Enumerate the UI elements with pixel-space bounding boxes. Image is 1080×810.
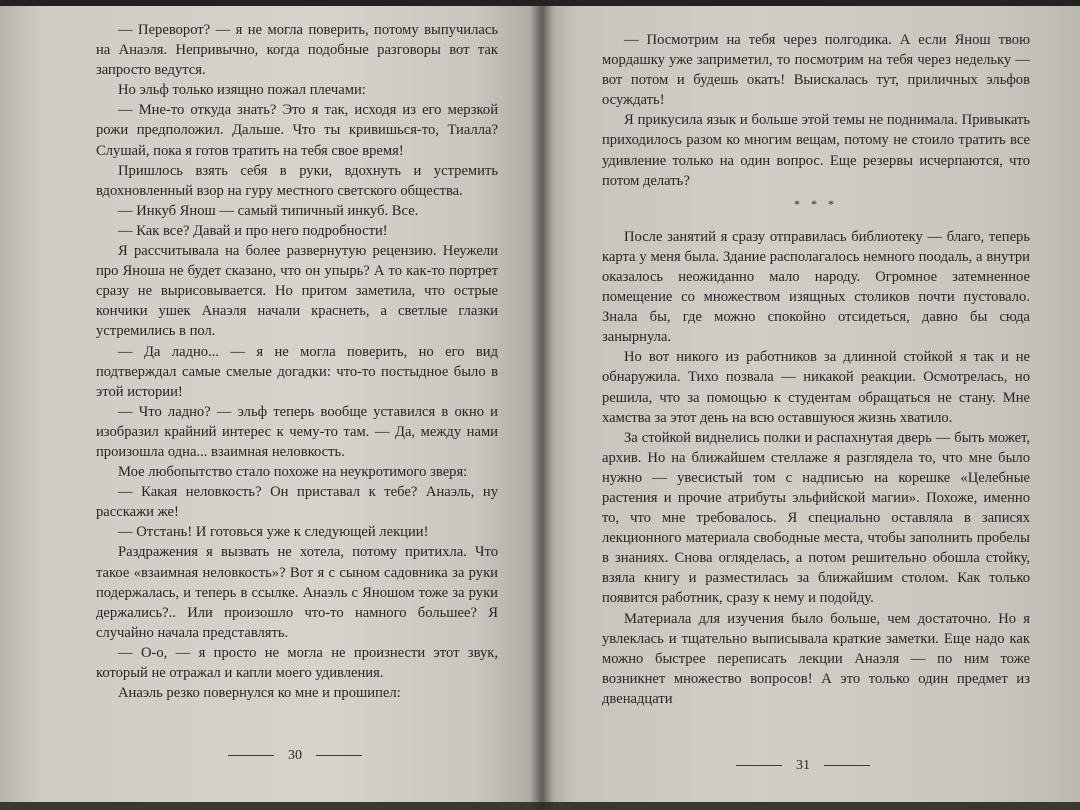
right-page	[542, 6, 1080, 802]
page-number: 30	[288, 748, 302, 763]
paragraph: Но вот никого из работников за длинной стойкой я так и не обнаружила. Тихо позвала — никакой реакции. Осмотрелась, но решила, что за помощью к студентам обращаться не стану. Мне хамства за этот день на всю оставшуюся жизнь хватило.	[602, 349, 1030, 426]
right-page-text	[602, 30, 1030, 709]
paragraph: Материала для изучения было больше, чем достаточно. Но я увлеклась и тщательно выписывала краткие заметки. Еще надо как можно быстрее переписать лекции Анаэля — по ним тоже возникнет множество вопросов! А это только один предмет из двенадцати	[602, 610, 1030, 707]
folio-rule	[316, 755, 362, 756]
page-number-left	[214, 748, 376, 764]
paragraph: Анаэль резко повернулся ко мне и прошипел:	[118, 685, 401, 702]
paragraph: Я рассчитывала на более развернутую рецензию. Неужели про Яноша не будет сказано, что он упырь? А то как-то портрет сразу не вырисовывается. Но притом заметила, что острые кончики ушек Анаэля начали краснеть, а светлые глазки устремились в пол.	[96, 243, 498, 340]
paragraph: Я прикусила язык и больше этой темы не поднимала. Привыкать приходилось разом ко многим вещам, потому не стоило тратить все удивление только на один вопрос. Еще резервы исчерпаются, что потом делать?	[602, 112, 1030, 189]
paragraph: — Мне-то откуда знать? Это я так, исходя из его мерзкой рожи предположил. Дальше. Что ты кривишься-то, Тиалла? Слушай, пока я готов тратить на тебя свое время!	[96, 102, 498, 159]
paragraph: — Какая неловкость? Он приставал к тебе? Анаэль, ну расскажи же!	[96, 484, 498, 521]
folio-rule	[736, 765, 782, 766]
folio-rule	[824, 765, 870, 766]
paragraph: — Как все? Давай и про него подробности!	[118, 222, 388, 239]
paragraph: Раздражения я вызвать не хотела, потому притихла. Что такое «взаимная неловкость»? Вот я с сыном садовника за руки подержалась, и теперь в ссылке. Анаэль с Яношом тоже за руки держались?.. Или произошло что-то намного большее? Я случайно начала представлять.	[96, 544, 498, 641]
paragraph: После занятий я сразу отправилась библиотеку — благо, теперь карта у меня была. Здание располагалось немного поодаль, а внутри оказалось неожиданно мало народу. Огромное затемненное помещение со множеством изящных столиков почти пустовало. Знала бы, где можно спокойно отсидеться, давно бы сюда занырнула.	[602, 228, 1030, 346]
paragraph: Мое любопытство стало похоже на неукротимого зверя:	[118, 464, 468, 481]
paragraph: Пришлось взять себя в руки, вдохнуть и устремить вдохновленный взор на гуру местного светского общества.	[96, 162, 498, 199]
paragraph: Но эльф только изящно пожал плечами:	[118, 82, 366, 99]
paragraph: — Инкуб Янош — самый типичный инкуб. Все.	[118, 202, 419, 219]
page-number-right	[722, 758, 884, 774]
paragraph: — О-о, — я просто не могла не произнести этот звук, который не отражал и капли моего удивления.	[96, 644, 498, 681]
paragraph: За стойкой виднелись полки и распахнутая дверь — быть может, архив. Но на ближайшем стеллаже я разглядела то, что мне было нужно — увесистый том с надписью на корешке «Целебные растения и прочие атрибуты эльфийской магии». Похоже, именно то, что мне требовалось. Я специально оставляла в записях лекционного материала свободные места, чтобы заполнить пробелы в знаниях. Снова огляделась, а потом решительно обошла стойку, взяла книгу и разместилась за ближайшим столом. Как только появится работник, сразу к нему и подойду.	[602, 429, 1030, 607]
paragraph: — Посмотрим на тебя через полгодика. А если Янош твою мордашку уже заприметил, то посмотрим на тебя через недельку — вот потом и будешь окать! Выискалась тут, приличных эльфов осуждать!	[602, 32, 1030, 109]
left-page-text	[96, 20, 498, 703]
paragraph: — Переворот? — я не могла поверить, потому выпучилась на Анаэля. Непривычно, когда подобные разговоры вот так запросто ведутся.	[96, 22, 498, 79]
paragraph: — Отстань! И готовься уже к следующей лекции!	[118, 524, 429, 541]
paragraph: — Да ладно... — я не могла поверить, но его вид подтверждал самые смелые догадки: что-то постыдное было в этой истории!	[96, 343, 498, 400]
left-page	[0, 6, 542, 802]
section-break: * * *	[794, 196, 838, 211]
page-number: 31	[796, 758, 810, 773]
folio-rule	[228, 755, 274, 756]
paragraph: — Что ладно? — эльф теперь вообще уставился в окно и изобразил крайний интерес к чему-то там. — Да, между нами произошла одна... взаимная неловкость.	[96, 403, 498, 460]
